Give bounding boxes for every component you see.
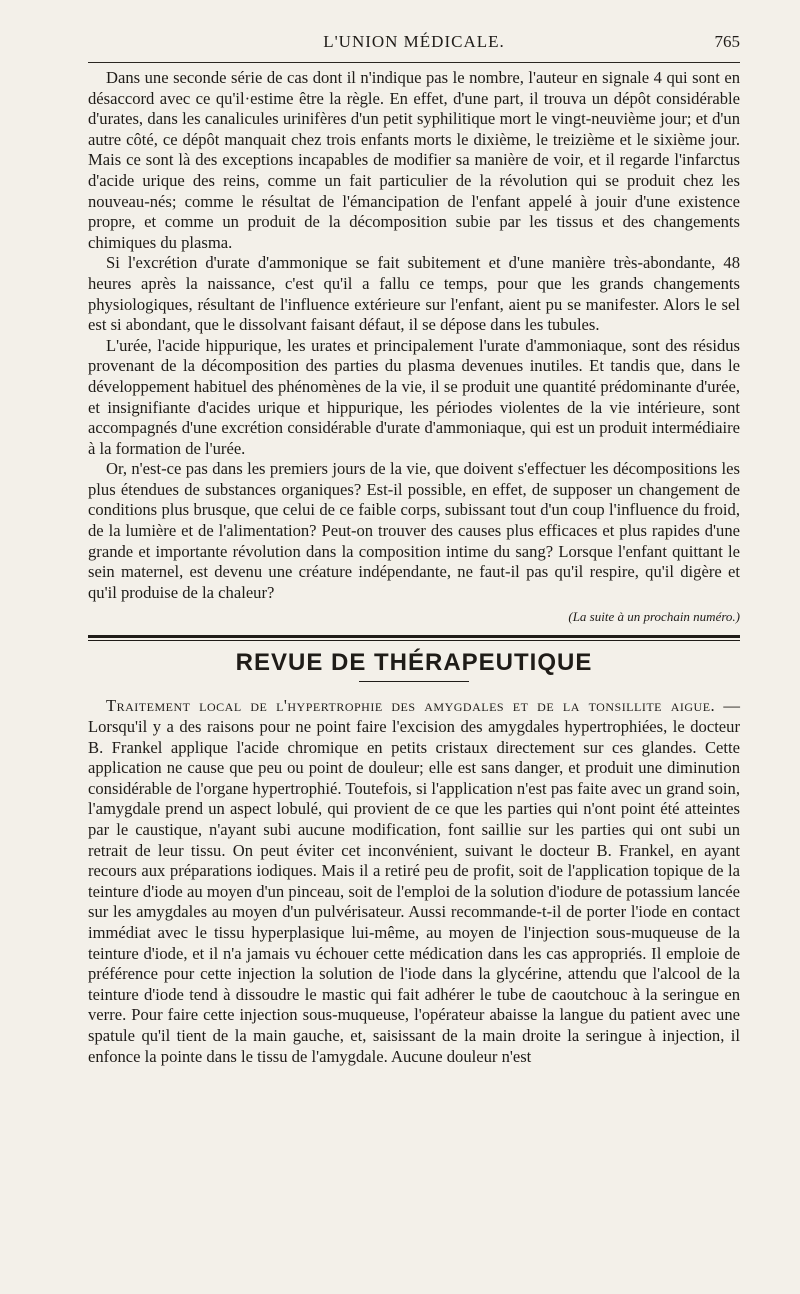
section-rule-thick [88,635,740,638]
header-rule [88,62,740,63]
paragraph-2: Si l'excrétion d'urate d'ammonique se fait subitement et d'une manière très-abondante, 48 heures après la naissance, c'est qu'il a fallu ce temps, pour que les grands changements physiologiques, résultant de l'influence extérieure sur l'enfant, aient pu se manifester. Alors le sel est si abondant, que le dissolvant faisant défaut, il se dépose dans les tubules. [88,253,740,335]
article-text: — Lorsqu'il y a des raisons pour ne point faire l'excision des amygdales hypertrophiées, le docteur B. Frankel applique l'acide chromique en petits cristaux directement sur ces glandes. Cette application ne cause que peu ou point de douleur; elle est sans danger, et produit une diminution considérable de l'organe hypertrophié. Toutefois, si l'application n'est pas faite avec un grand soin, l'amygdale prend un aspect lobulé, qui provient de ce que les parties qui n'ont point été atteintes par le caustique, n'ayant subi aucune modification, font saillie sur les parties qui ont subi un retrait de leur tissu. On peut éviter cet inconvénient, suivant le docteur B. Frankel, en ayant recours aux préparations iodiques. Mais il a retiré peu de profit, soit de l'application topique de la teinture d'iode au moyen d'un pinceau, soit de l'emploi de la solution d'iodure de potassium lancée sur les amygdales au moyen d'un pulvérisateur. Aussi recommande-t-il de porter l'iode en contact immédiat avec le tissu hyperplasique lui-même, au moyen de l'injection sous-muqueuse de la teinture d'iode, et il n'a jamais vu échouer cette médication dans les cas appropriés. Il emploie de préférence pour cette injection la solution de l'iode dans la glycérine, attendu que l'alcool de la teinture d'iode tend à dissoudre le mastic qui fait adhérer le tube de caoutchouc à la seringue en verre. Pour faire cette injection sous-muqueuse, l'opérateur abaisse la langue du patient avec une spatule qu'il tient de la main gauche, et, saisissant de la main droite la seringue à injection, il enfonce la pointe dans le tissu de l'amygdale. Aucune douleur n'est [88,696,740,1066]
paragraph-4: Or, n'est-ce pas dans les premiers jours de la vie, que doivent s'effectuer les décompositions les plus étendues de substances organiques? Est-il possible, en effet, de supposer un changement de conditions plus brusque, que celui de ce faible corps, subissant tout d'un coup l'influence du froid, de la lumière et de l'alimentation? Peut-on trouver des causes plus efficaces et plus rapides d'une grande et importante révolution dans la composition intime du sang? Lorsque l'enfant quittant le sein maternel, est devenu une créature indépendante, ne faut-il pas qu'il respire, qu'il digère et qu'il produise de la chaleur? [88,459,740,602]
continuation-note: (La suite à un prochain numéro.) [568,609,740,625]
section-rule-thin [88,640,740,641]
title-underline [359,681,469,682]
section-title: REVUE DE THÉRAPEUTIQUE [235,649,593,677]
running-title: L'UNION MÉDICALE. [323,32,505,51]
page-header [88,32,740,58]
article-heading: Traitement local de l'hypertrophie des amygdales et de la tonsillite aigue. [106,696,716,716]
paragraph-3: L'urée, l'acide hippurique, les urates et principalement l'urate d'ammoniaque, sont des résidus provenant de la décomposition des parties du plasma devenues inutiles. Et tandis que, dans le développement habituel des phénomènes de la vie, il se produit une quantité prédominante d'urée, et insignifiante d'acides urique et hippurique, les périodes violentes de la vie intérieure, sont accompagnés d'une excrétion considérable d'urate d'ammoniaque, qui est un produit intermédiaire à la formation de l'urée. [88,335,740,458]
therapeutics-article [88,696,740,1067]
page-number: 765 [714,32,740,51]
article-paragraph [88,696,740,1067]
paragraph-1: Dans une seconde série de cas dont il n'indique pas le nombre, l'auteur en signale 4 qui sont en désaccord avec ce qu'il·estime être la règle. En effet, d'une part, il trouva un dépôt considérable d'urates, dans les canalicules urinifères d'un petit syphilitique mort le vingt-neuvième jour; et d'un autre côté, ce dépôt manquait chez trois enfants morts le dixième, le treizième et le sixième jour. Mais ce sont là des exceptions incapables de modifier sa manière de voir, et il regarde l'infarctus d'acide urique des reins, comme un fait particulier de la révolution qui se produit chez les nouveau-nés; comme le résultat de l'émancipation de l'enfant appelé à jouir d'une existence propre, et comme un produit de la décomposition subie par les tissus et des changements chimiques du plasma. [88,68,740,252]
main-text [88,68,740,1067]
